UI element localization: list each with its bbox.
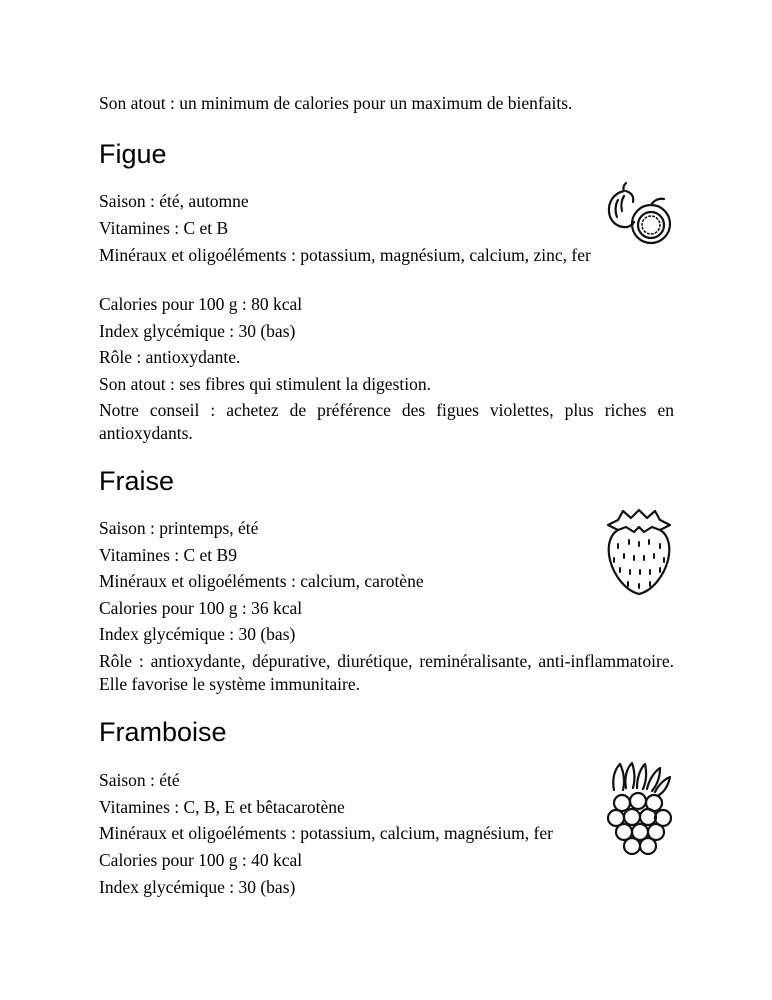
fraise-line-6: Rôle : antioxydante, dépurative, diurétique, reminéralisante, anti-inflammatoire. Elle favorise le système immunitaire. xyxy=(99,651,674,694)
figue-line-3: Minéraux et oligoéléments : potassium, magnésium, calcium, zinc, fer xyxy=(99,245,591,265)
framboise-line-2: Vitamines : C, B, E et bêtacarotène xyxy=(99,797,345,817)
section-title-fraise: Fraise xyxy=(99,466,175,496)
intro-text: Son atout : un minimum de calories pour un maximum de bienfaits. xyxy=(99,93,573,113)
framboise-line-4: Calories pour 100 g : 40 kcal xyxy=(99,850,303,870)
fraise-line-2: Vitamines : C et B9 xyxy=(99,545,237,565)
figue-line-5: Index glycémique : 30 (bas) xyxy=(99,321,296,341)
figue-line-2: Vitamines : C et B xyxy=(99,218,229,238)
section-title-figue: Figue xyxy=(99,139,167,169)
section-title-framboise: Framboise xyxy=(99,717,227,747)
fraise-line-1: Saison : printemps, été xyxy=(99,518,259,538)
framboise-line-1: Saison : été xyxy=(99,770,180,790)
fraise-line-3: Minéraux et oligoéléments : calcium, carotène xyxy=(99,571,424,591)
figue-line-8: Notre conseil : achetez de préférence des figues violettes, plus riches en antioxydants. xyxy=(99,400,674,443)
figue-line-4: Calories pour 100 g : 80 kcal xyxy=(99,294,303,314)
figue-line-7: Son atout : ses fibres qui stimulent la digestion. xyxy=(99,374,431,394)
fraise-line-5: Index glycémique : 30 (bas) xyxy=(99,624,296,644)
framboise-line-5: Index glycémique : 30 (bas) xyxy=(99,877,296,897)
framboise-line-3: Minéraux et oligoéléments : potassium, calcium, magnésium, fer xyxy=(99,823,553,843)
figue-line-6: Rôle : antioxydante. xyxy=(99,347,241,367)
fraise-line-4: Calories pour 100 g : 36 kcal xyxy=(99,598,303,618)
figue-line-1: Saison : été, automne xyxy=(99,191,249,211)
